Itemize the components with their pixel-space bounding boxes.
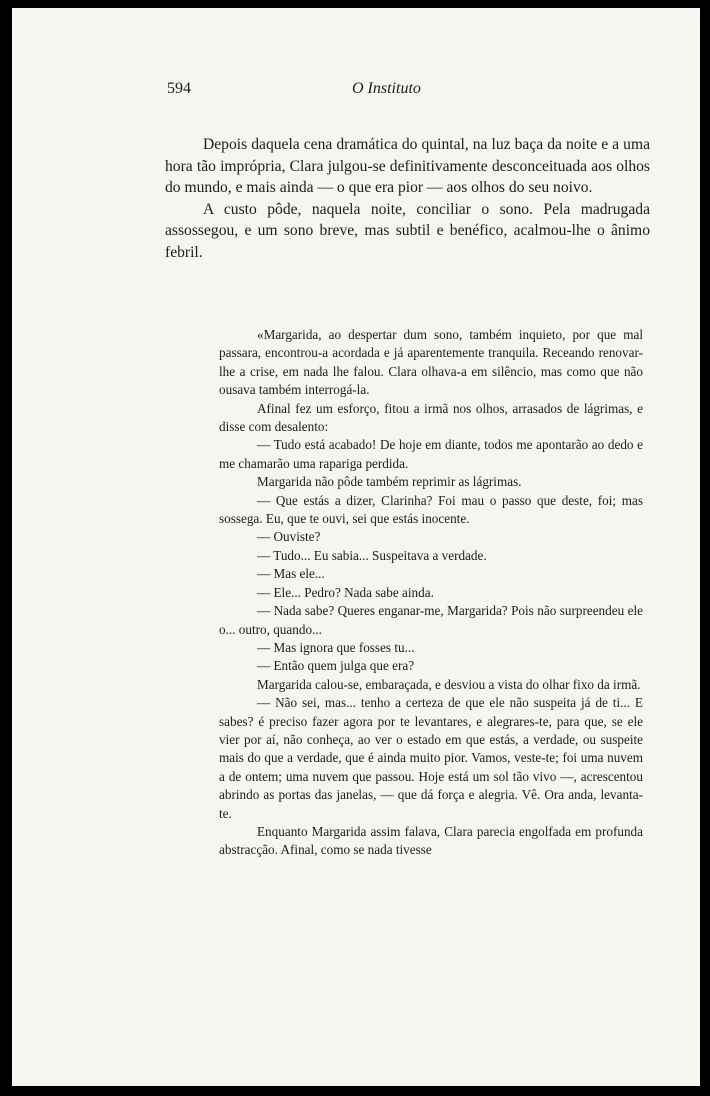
main-text xyxy=(165,134,650,263)
page-header xyxy=(12,80,700,104)
quoted-text xyxy=(219,326,643,860)
paragraph: — Ouviste? xyxy=(257,529,321,545)
paragraph: — Que estás a dizer, Clarinha? Foi mau o passo que deste, foi; mas sossega. Eu, que te ouvi, sei que estás inocente. xyxy=(219,492,643,527)
paragraph: «Margarida, ao despertar dum sono, também inquieto, por que mal passara, encontrou-a acordada e já aparentemente tranquila. Receando renovar-lhe a crise, em nada lhe falou. Clara olhava-a em silêncio, mas como que não ousava também interrogá-la. xyxy=(219,327,643,398)
paragraph: Afinal fez um esforço, fitou a irmã nos olhos, arrasados de lágrimas, e disse com desalento: xyxy=(219,400,643,435)
paragraph: — Tudo está acabado! De hoje em diante, todos me apontarão ao dedo e me chamarão uma rapariga perdida. xyxy=(219,437,643,471)
paragraph: — Não sei, mas... tenho a certeza de que ele não suspeita já de ti... E sabes? é preciso fazer agora por te levantares, e alegrares-te, para que, se ele vier por aí, não conheça, ao ver o estado em que estás, a verdade, ou suspeite mais do que a verdade, que é ainda muito pior. Vamos, veste-te; foi uma nuvem a de ontem; uma nuvem que passou. Hoje está um sol tão vivo —, acrescentou abrindo as portas das janelas, — que dá força e alegria. Vê. Ora anda, levanta-te. xyxy=(219,695,643,821)
running-title: O Instituto xyxy=(352,80,421,97)
paragraph: — Ele... Pedro? Nada sabe ainda. xyxy=(257,584,434,600)
paragraph: Margarida calou-se, embaraçada, e desviou a vista do olhar fixo da irmã. xyxy=(257,676,641,692)
paragraph: — Mas ignora que fosses tu... xyxy=(257,639,415,655)
page-number: 594 xyxy=(167,80,191,97)
paragraph: Margarida não pôde também reprimir as lágrimas. xyxy=(257,474,522,490)
paragraph: A custo pôde, naquela noite, conciliar o sono. Pela madrugada assossegou, e um sono breve, mas subtil e benéfico, acalmou-lhe o ânimo febril. xyxy=(165,200,650,261)
paragraph: Depois daquela cena dramática do quintal, na luz baça da noite e a uma hora tão imprópria, Clara julgou-se definitivamente desconceituada aos olhos do mundo, e mais ainda — o que era pior — aos olhos do seu noivo. xyxy=(165,136,650,196)
paragraph: — Tudo... Eu sabia... Suspeitava a verdade. xyxy=(257,547,487,563)
paragraph: — Mas ele... xyxy=(257,566,325,582)
book-page xyxy=(12,8,700,1086)
paragraph: — Nada sabe? Queres enganar-me, Margarida? Pois não surpreendeu ele o... outro, quando... xyxy=(219,603,643,637)
paragraph: Enquanto Margarida assim falava, Clara parecia engolfada em profunda abstracção. Afinal, como se nada tivesse xyxy=(219,823,643,858)
paragraph: — Então quem julga que era? xyxy=(257,658,415,674)
